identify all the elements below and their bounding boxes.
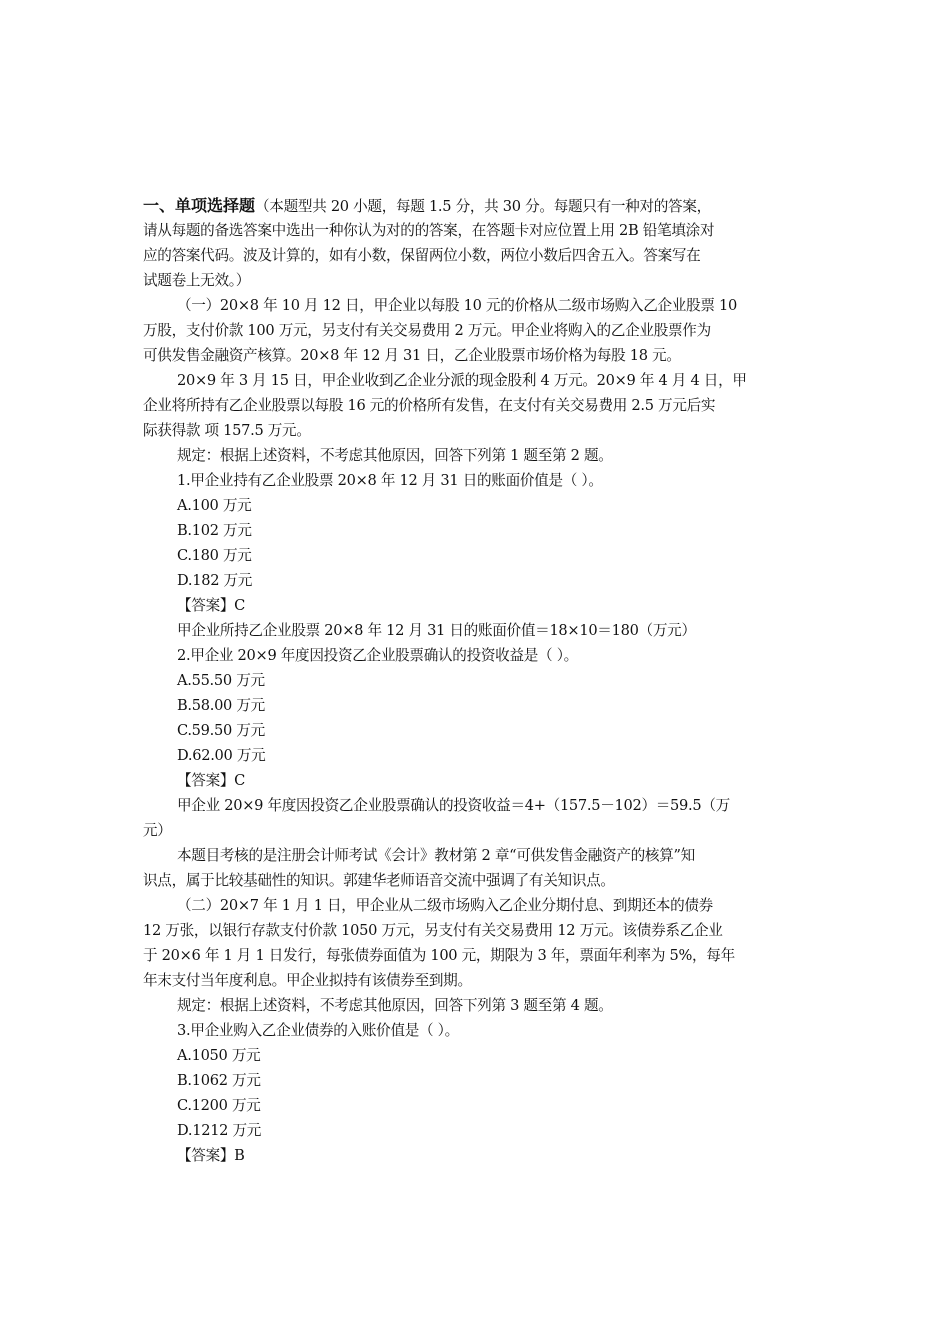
- q2-explanation-cont: 元）: [143, 822, 172, 839]
- intro-line: 试题卷上无效。）: [143, 272, 251, 289]
- section-header-line: [143, 193, 803, 218]
- case2-paragraph: 于 20×6 年 1 月 1 日发行，每张债券面值为 100 元，期限为 3 年，票面年利率为 5%，每年: [143, 947, 735, 964]
- case1-paragraph: 万股，支付价款 100 万元，另支付有关交易费用 2 万元。甲企业将购入的乙企业股票作为: [143, 322, 711, 339]
- case1-requirement: 规定：根据上述资料，不考虑其他原因，回答下列第 1 题至第 2 题。: [177, 447, 613, 464]
- q3-answer: 【答案】B: [177, 1147, 245, 1164]
- q1-question: 1.甲企业持有乙企业股票 20×8 年 12 月 31 日的账面价值是（ ）。: [177, 472, 603, 489]
- case1-paragraph-2: 20×9 年 3 月 15 日，甲企业收到乙企业分派的现金股利 4 万元。20×9 年 4 月 4 日，甲: [177, 372, 747, 389]
- q2-note-cont: 识点，属于比较基础性的知识。郭建华老师语音交流中强调了有关知识点。: [143, 872, 615, 889]
- section-intro: （本题型共 20 小题，每题 1.5 分，共 30 分。每题只有一种对的答案，: [255, 198, 711, 215]
- q1-option-c: C.180 万元: [177, 547, 252, 564]
- q3-question: 3.甲企业购入乙企业债券的入账价值是（ ）。: [177, 1022, 459, 1039]
- q1-explanation: 甲企业所持乙企业股票 20×8 年 12 月 31 日的账面价值＝18×10＝180（万元）: [177, 622, 696, 639]
- q2-option-c: C.59.50 万元: [177, 722, 265, 739]
- q1-option-d: D.182 万元: [177, 572, 253, 589]
- q2-option-a: A.55.50 万元: [177, 672, 265, 689]
- q3-option-a: A.1050 万元: [177, 1047, 261, 1064]
- q1-option-a: A.100 万元: [177, 497, 252, 514]
- q2-answer: 【答案】C: [177, 772, 246, 789]
- case1-paragraph: 可供发售金融资产核算。20×8 年 12 月 31 日，乙企业股票市场价格为每股 18 元。: [143, 347, 681, 364]
- q3-option-d: D.1212 万元: [177, 1122, 262, 1139]
- q1-option-b: B.102 万元: [177, 522, 252, 539]
- intro-line: 请从每题的备选答案中选出一种你认为对的的答案，在答题卡对应位置上用 2B 铅笔填涂对: [143, 222, 715, 239]
- case1-paragraph: （一）20×8 年 10 月 12 日，甲企业以每股 10 元的价格从二级市场购入乙企业股票 10: [177, 297, 737, 314]
- q3-option-b: B.1062 万元: [177, 1072, 261, 1089]
- q3-option-c: C.1200 万元: [177, 1097, 261, 1114]
- q2-option-d: D.62.00 万元: [177, 747, 266, 764]
- case2-paragraph: 年末支付当年度利息。甲企业拟持有该债券至到期。: [143, 972, 472, 989]
- q2-explanation: 甲企业 20×9 年度因投资乙企业股票确认的投资收益＝4+（157.5－102）＝59.5（万: [177, 797, 730, 814]
- q2-option-b: B.58.00 万元: [177, 697, 265, 714]
- intro-line: 应的答案代码。波及计算的，如有小数，保留两位小数，两位小数后四舍五入。答案写在: [143, 247, 701, 264]
- document-body: [143, 193, 803, 1168]
- q2-question: 2.甲企业 20×9 年度因投资乙企业股票确认的投资收益是（ ）。: [177, 647, 578, 664]
- q1-answer: 【答案】C: [177, 597, 246, 614]
- case2-paragraph: 12 万张，以银行存款支付价款 1050 万元，另支付有关交易费用 12 万元。该债券系乙企业: [143, 922, 723, 939]
- section-heading: 一、单项选择题: [143, 196, 256, 215]
- q2-note: 本题目考核的是注册会计师考试《会计》教材第 2 章“可供发售金融资产的核算”知: [177, 847, 695, 864]
- case2-requirement: 规定：根据上述资料，不考虑其他原因，回答下列第 3 题至第 4 题。: [177, 997, 613, 1014]
- case1-paragraph-2: 企业将所持有乙企业股票以每股 16 元的价格所有发售，在支付有关交易费用 2.5 万元后实: [143, 397, 716, 414]
- case1-paragraph-2: 际获得款 项 157.5 万元。: [143, 422, 311, 439]
- case2-paragraph: （二）20×7 年 1 月 1 日，甲企业从二级市场购入乙企业分期付息、到期还本的债券: [177, 897, 713, 914]
